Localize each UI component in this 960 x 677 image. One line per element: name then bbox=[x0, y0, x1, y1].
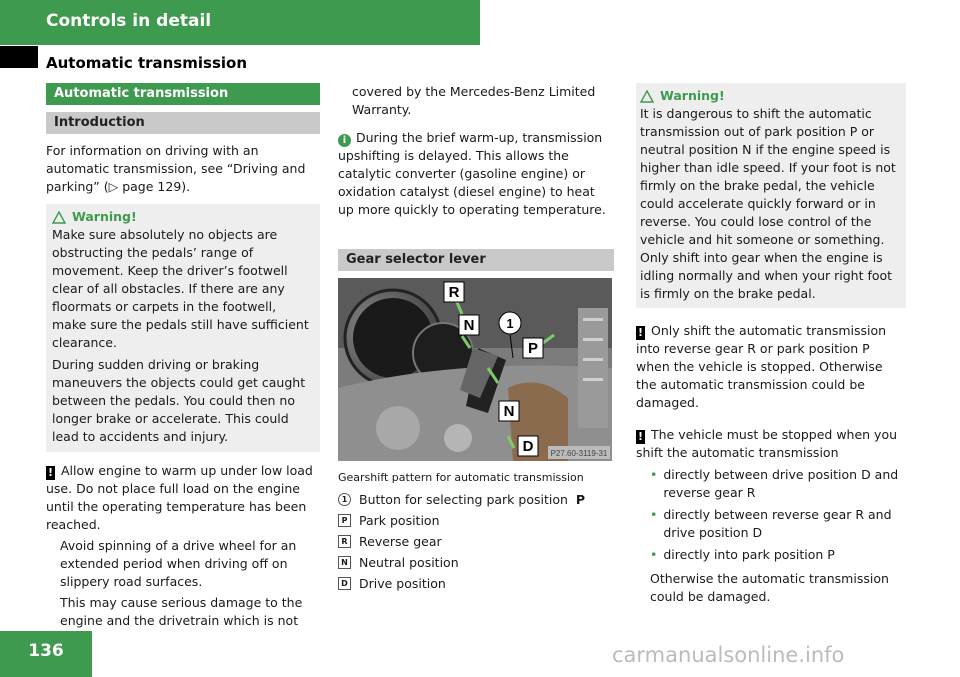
bullet-text-2: directly between reverse gear R and drive position D bbox=[663, 507, 892, 540]
section-bar: Automatic transmission bbox=[46, 83, 320, 105]
column-1 bbox=[46, 83, 320, 630]
bullet-item: • directly between drive position D and reverse gear R bbox=[636, 466, 906, 502]
section-title: Automatic transmission bbox=[46, 54, 247, 72]
legend-item bbox=[338, 552, 614, 573]
legend-text: Drive position bbox=[359, 575, 446, 591]
watermark: carmanualsonline.info bbox=[612, 643, 845, 667]
warning-triangle-icon bbox=[640, 90, 654, 103]
chapter-title: Controls in detail bbox=[46, 11, 212, 31]
label-n2: N bbox=[503, 403, 515, 420]
label-n: N bbox=[463, 317, 475, 334]
bullet-text-1: directly between drive position D and reverse gear R bbox=[663, 467, 899, 500]
warning-title: Warning! bbox=[72, 209, 137, 224]
warning-heading-2 bbox=[640, 87, 900, 105]
legend-text: Reverse gear bbox=[359, 533, 442, 549]
label-d: D bbox=[522, 438, 534, 455]
image-caption: Gearshift pattern for automatic transmission bbox=[338, 471, 584, 484]
note-damage: This may cause serious damage to the engine and the drivetrain which is not bbox=[60, 595, 303, 628]
legend-text: Neutral position bbox=[359, 554, 459, 570]
column-2 bbox=[338, 83, 614, 594]
info-text: During the brief warm-up, transmission upshifting is delayed. This allows the catalytic converter (gasoline engine) or oxidation catalyst (diesel engine) to heat up more quickly to operating temperature. bbox=[338, 130, 606, 217]
note-warmup-text: Allow engine to warm up under low load use. Do not place full load on the engine until the operating temperature has been reached. bbox=[46, 463, 313, 532]
warning-text-1: Make sure absolutely no objects are obstructing the pedals’ range of movement. Keep the driver’s footwell clear of all obstacles. If there are any floormats or carpets in the footwell, make sure the pedals still have sufficient clearance. bbox=[52, 227, 309, 350]
legend-text: Park position bbox=[359, 512, 440, 528]
note-icon: ! bbox=[637, 326, 644, 339]
image-code: P27.60-3119-31 bbox=[550, 449, 608, 458]
legend-item bbox=[338, 531, 614, 552]
note-stopped-text: Only shift the automatic transmission into reverse gear R or park position P when the vehicle is stopped. Otherwise the automatic transmission could be damaged. bbox=[636, 323, 887, 410]
intro-text: For information on driving with an automatic transmission, see “Driving and parking” (▷ page 129). bbox=[46, 143, 306, 194]
legend-item bbox=[338, 573, 614, 594]
legend-key: D bbox=[338, 577, 351, 590]
bullet-item: • directly into park position P bbox=[650, 547, 835, 562]
section-marker bbox=[0, 46, 38, 68]
warning-title-2: Warning! bbox=[660, 88, 725, 103]
legend-key: N bbox=[338, 556, 351, 569]
page-number: 136 bbox=[0, 631, 92, 677]
legend-key: P bbox=[338, 514, 351, 527]
note-icon: ! bbox=[47, 466, 54, 479]
legend-text: Button for selecting park position bbox=[359, 491, 568, 507]
note-must-stop bbox=[636, 426, 906, 462]
legend-key: R bbox=[338, 535, 351, 548]
bullet-text-3: directly into park position P bbox=[663, 547, 835, 562]
warranty-text: covered by the Mercedes-Benz Limited Warranty. bbox=[352, 84, 596, 117]
gear-selector-image bbox=[338, 278, 612, 461]
bullet-item: • directly between reverse gear R and drive position D bbox=[636, 506, 906, 542]
column-3 bbox=[636, 83, 906, 606]
note-must-stop-text: The vehicle must be stopped when you shift the automatic transmission bbox=[636, 427, 898, 460]
note-stopped bbox=[636, 322, 906, 412]
legend-item bbox=[338, 510, 614, 531]
subsection-bar: Introduction bbox=[46, 112, 320, 134]
label-1: 1 bbox=[506, 316, 514, 331]
label-r: R bbox=[448, 284, 460, 301]
gear-selector-bar: Gear selector lever bbox=[338, 249, 614, 271]
label-p: P bbox=[527, 340, 539, 357]
note-warmup bbox=[46, 462, 320, 534]
warning-heading bbox=[52, 208, 314, 226]
legend bbox=[338, 489, 614, 594]
note-icon: ! bbox=[637, 430, 644, 443]
warning-box bbox=[46, 204, 320, 452]
legend-item bbox=[338, 489, 614, 510]
legend-bold: P bbox=[575, 491, 586, 507]
note-spinning: Avoid spinning of a drive wheel for an extended period when driving off on slippery road surfaces. bbox=[60, 538, 297, 589]
info-note bbox=[338, 129, 614, 219]
warning-triangle-icon bbox=[52, 211, 66, 224]
warning-text-3: It is dangerous to shift the automatic transmission out of park position P or neutral position N if the engine speed is higher than idle speed. If your foot is not firmly on the brake pedal, the vehicle could accelerate quickly forward or in reverse. You could lose control of the vehicle and hit someone or something. Only shift into gear when the engine is idling normally and when your right foot is firmly on the brake pedal. bbox=[640, 106, 896, 301]
info-icon: i bbox=[338, 134, 351, 147]
outro-text: Otherwise the automatic transmission could be damaged. bbox=[650, 571, 889, 604]
legend-key: 1 bbox=[338, 493, 351, 506]
warning-text-2: During sudden driving or braking maneuvers the objects could get caught between the pedals. You could then no longer brake or accelerate. This could lead to accidents and injury. bbox=[52, 357, 306, 444]
chapter-header bbox=[0, 0, 480, 45]
warning-box-2 bbox=[636, 83, 906, 308]
